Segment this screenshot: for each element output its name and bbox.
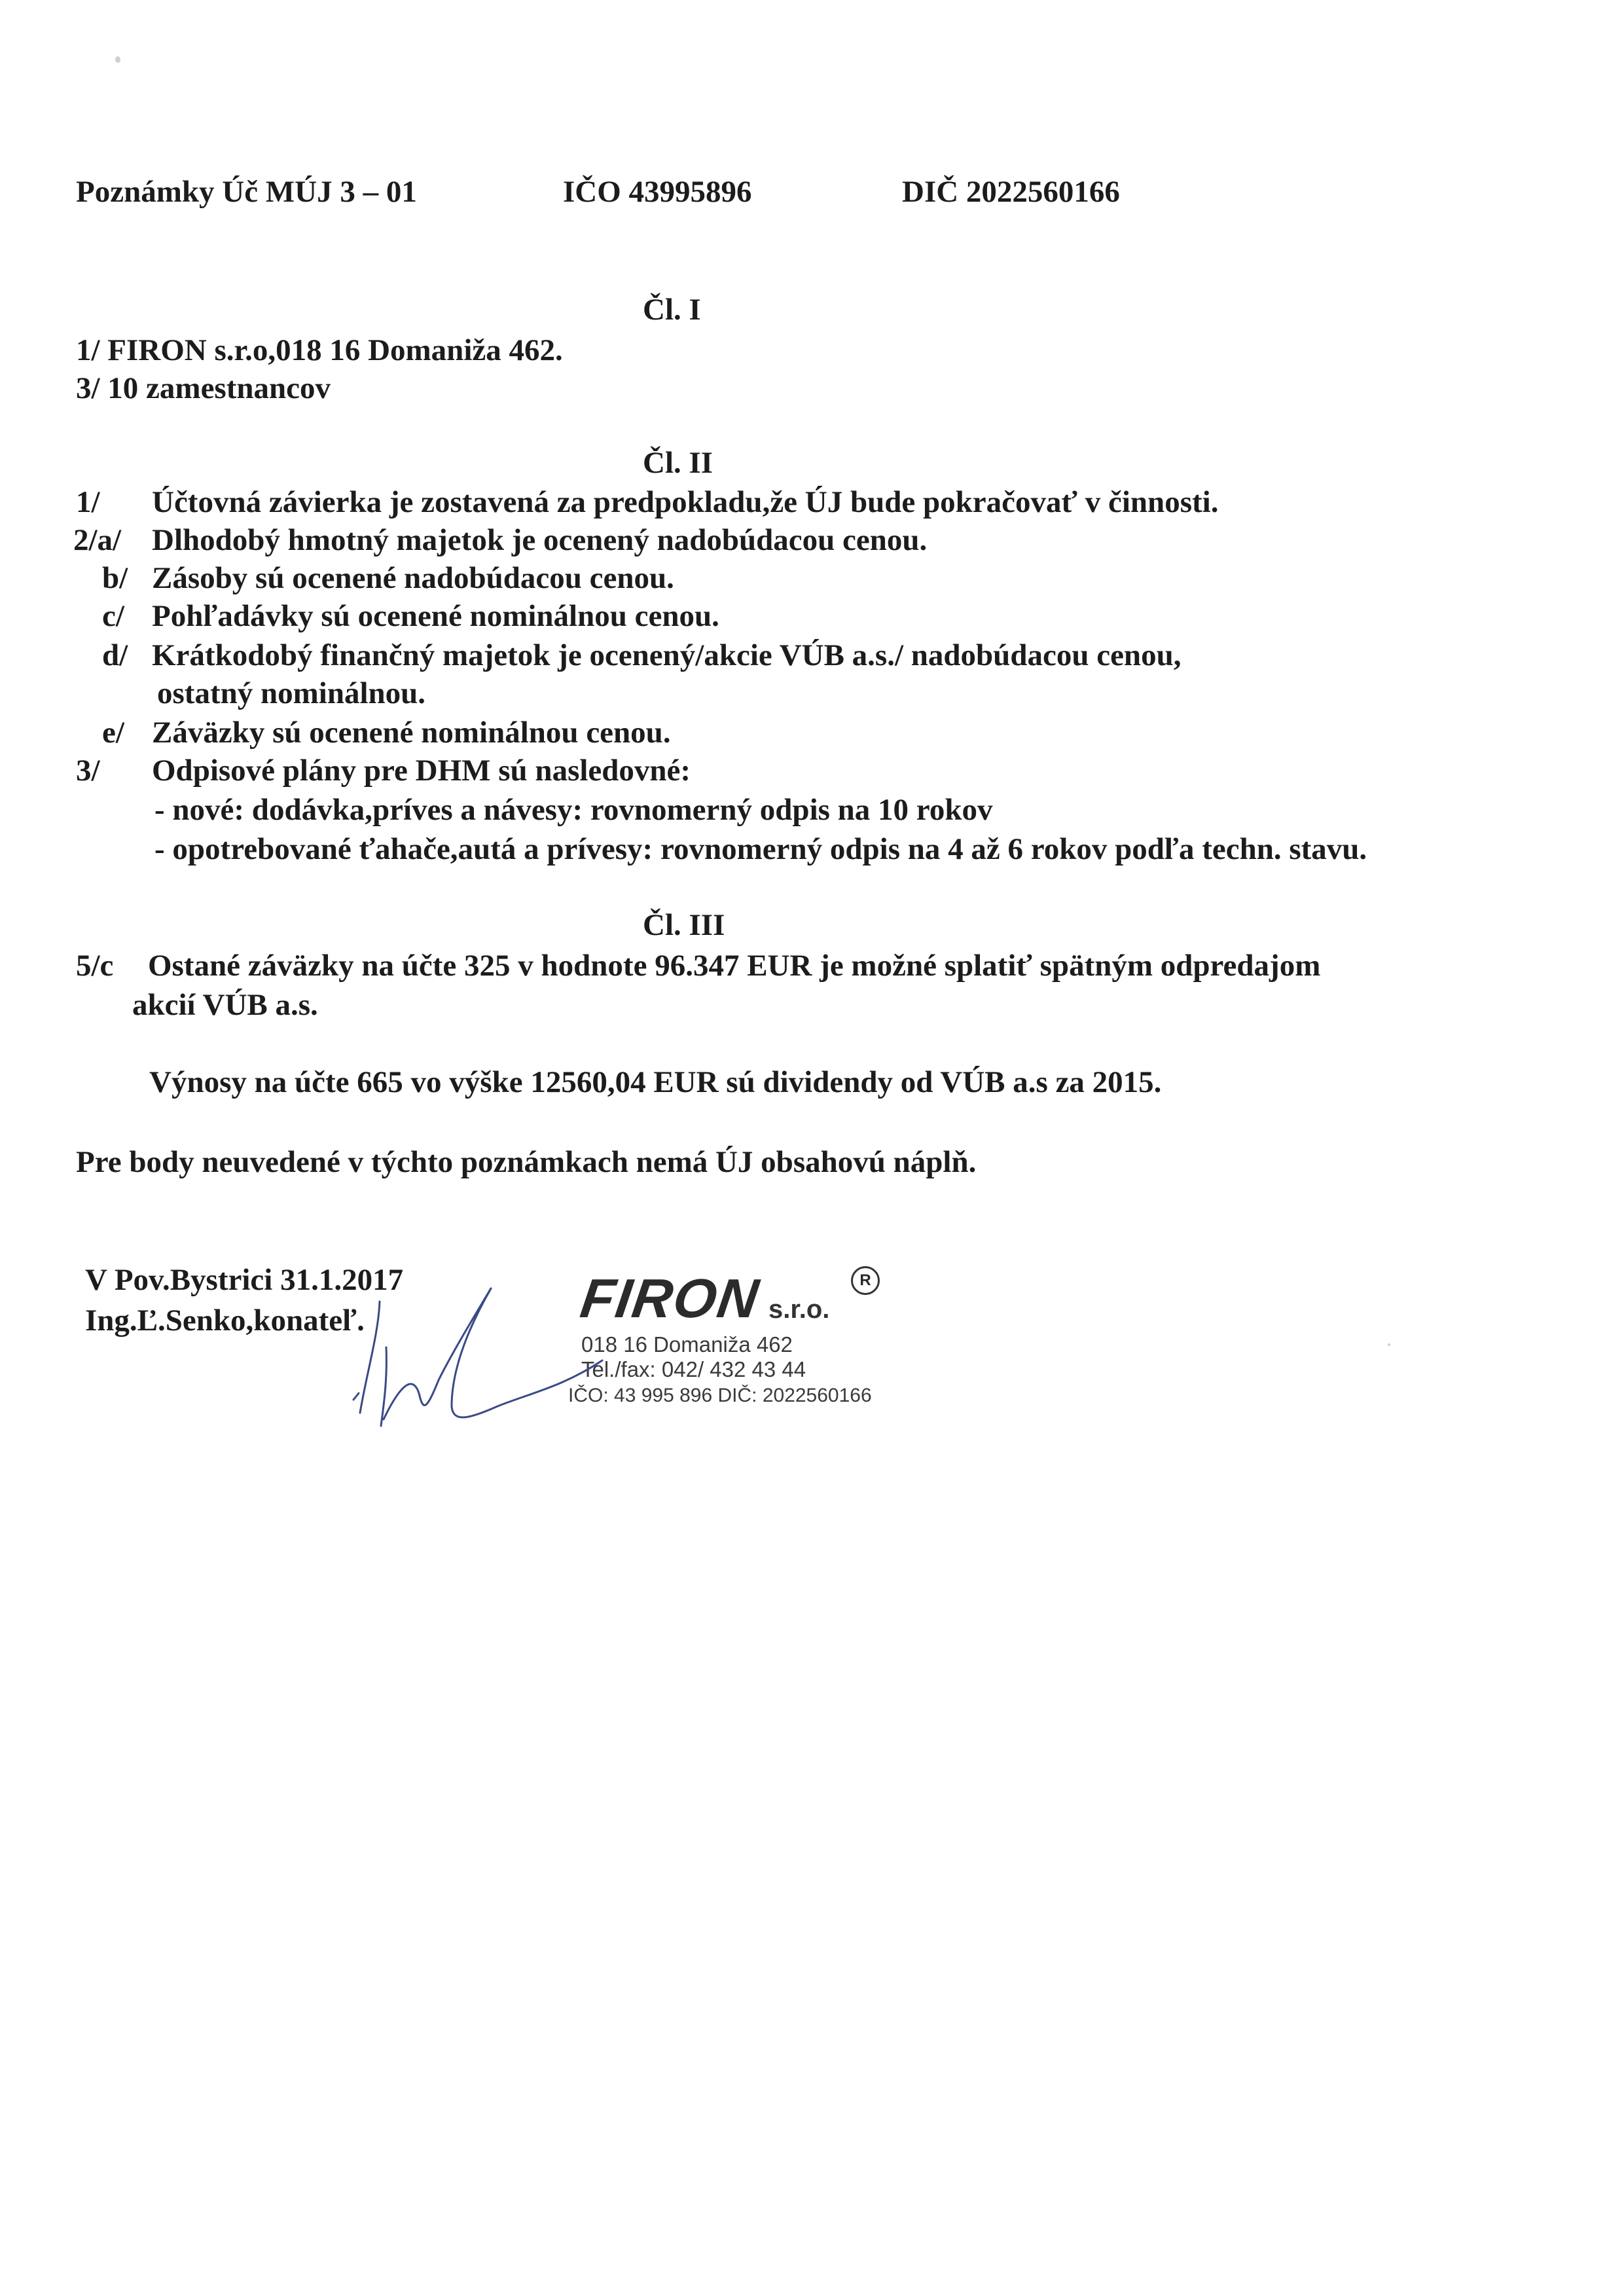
stamp-logo: FIRON [577, 1267, 763, 1329]
ico-label: IČO 43995896 [563, 175, 752, 209]
article-1-heading: Čl. I [643, 293, 701, 327]
scan-speck [1388, 1343, 1390, 1346]
article-3-marker: 5/c [76, 949, 114, 983]
signature-stroke [452, 1288, 602, 1417]
article-2-text: Dlhodobý hmotný majetok je ocenený nadobúdacou cenou. [152, 523, 928, 557]
stamp-company-suffix: s.r.o. [768, 1295, 830, 1324]
article-2-text: Zásoby sú ocenené nadobúdacou cenou. [152, 561, 674, 595]
revenue-note: Výnosy na účte 665 vo výške 12560,04 EUR sú dividendy od VÚB a.s za 2015. [149, 1065, 1162, 1099]
article-2-text: Pohľadávky sú ocenené nominálnou cenou. [152, 599, 719, 633]
registered-mark-icon: R [851, 1266, 880, 1295]
place-date: V Pov.Bystrici 31.1.2017 [85, 1263, 404, 1297]
article-2-text: - nové: dodávka,príves a návesy: rovnomerný odpis na 10 rokov [154, 793, 993, 827]
article-3-heading: Čl. III [643, 908, 725, 942]
closing-note: Pre body neuvedené v týchto poznámkach nemá ÚJ obsahovú náplň. [76, 1145, 977, 1179]
scan-speck [115, 56, 120, 63]
article-2-marker: c/ [102, 599, 124, 633]
article-2-text: Krátkodobý finančný majetok je ocenený/akcie VÚB a.s./ nadobúdacou cenou, [152, 638, 1182, 672]
signature-stroke [360, 1302, 380, 1413]
article-1-line: 1/ FIRON s.r.o,018 16 Domaniža 462. [76, 333, 563, 367]
article-2-marker: 1/ [76, 485, 100, 519]
signatory: Ing.Ľ.Senko,konateľ. [85, 1303, 365, 1338]
signature-stroke [384, 1288, 491, 1419]
stamp-ids: IČO: 43 995 896 DIČ: 2022560166 [568, 1385, 872, 1406]
handwritten-signature [340, 1262, 641, 1459]
article-3-text: akcií VÚB a.s. [132, 988, 318, 1022]
article-2-marker: 2/a/ [73, 523, 122, 557]
article-2-marker: 3/ [76, 754, 100, 788]
notes-label: Poznámky Úč MÚJ 3 – 01 [76, 175, 417, 209]
article-2-heading: Čl. II [643, 446, 713, 480]
article-2-marker: d/ [102, 638, 128, 672]
article-2-text: - opotrebované ťahače,autá a prívesy: rovnomerný odpis na 4 až 6 rokov podľa techn. stavu. [154, 832, 1367, 866]
article-3-text: Ostané záväzky na účte 325 v hodnote 96.347 EUR je možné splatiť spätným odpredajom [148, 949, 1321, 983]
article-2-text: ostatný nominálnou. [157, 676, 426, 710]
article-2-marker: b/ [102, 561, 128, 595]
article-2-text: Záväzky sú ocenené nominálnou cenou. [152, 716, 671, 750]
signature-stroke [353, 1393, 359, 1400]
stamp-phone: Tel./fax: 042/ 432 43 44 [581, 1357, 806, 1381]
article-2-text: Účtovná závierka je zostavená za predpokladu,že ÚJ bude pokračovať v činnosti. [152, 485, 1219, 519]
article-1-line: 3/ 10 zamestnancov [76, 371, 331, 405]
article-2-text: Odpisové plány pre DHM sú nasledovné: [152, 754, 691, 788]
article-2-marker: e/ [102, 716, 124, 750]
dic-label: DIČ 2022560166 [902, 175, 1120, 209]
stamp-address: 018 16 Domaniža 462 [581, 1332, 793, 1357]
